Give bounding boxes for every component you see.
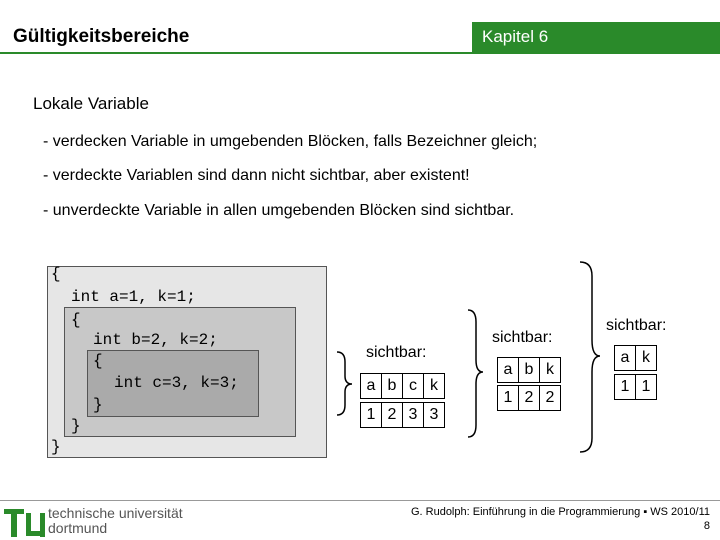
var-name-cell: a xyxy=(360,373,382,399)
var-name-cell: a xyxy=(614,345,636,371)
visible-label-inner: sichtbar: xyxy=(366,344,427,361)
brace-inner xyxy=(337,352,352,415)
var-value-cell: 3 xyxy=(402,402,424,428)
code-line-outer: int a=1, k=1; xyxy=(71,288,196,306)
tu-logo-icon xyxy=(4,503,48,540)
code-close-middle: } xyxy=(71,417,81,435)
code-close-inner: } xyxy=(93,396,103,414)
section-heading: Lokale Variable xyxy=(33,94,149,113)
bullet-1: - verdecken Variable in umgebenden Blöcken, falls Bezeichner gleich; xyxy=(43,133,538,150)
code-line-middle: int b=2, k=2; xyxy=(93,331,218,349)
page-number: 8 xyxy=(703,520,710,532)
code-close-outer: } xyxy=(51,438,61,456)
visible-label-middle: sichtbar: xyxy=(492,329,553,346)
chapter-label: Kapitel 6 xyxy=(482,27,549,46)
var-name-cell: k xyxy=(635,345,657,371)
code-open-middle: { xyxy=(71,311,81,329)
var-value-cell: 1 xyxy=(614,374,636,400)
var-name-cell: a xyxy=(497,357,519,383)
var-name-cell: k xyxy=(539,357,561,383)
code-open-inner: { xyxy=(93,352,103,370)
var-value-cell: 1 xyxy=(635,374,657,400)
brace-outer xyxy=(580,262,600,452)
var-name-cell: c xyxy=(402,373,424,399)
code-line-inner: int c=3, k=3; xyxy=(114,374,239,392)
var-value-cell: 1 xyxy=(497,385,519,411)
code-open-outer: { xyxy=(51,265,61,283)
var-name-cell: b xyxy=(381,373,403,399)
var-name-cell: k xyxy=(423,373,445,399)
var-value-cell: 1 xyxy=(360,402,382,428)
bullet-3: - unverdeckte Variable in allen umgebenden Blöcken sind sichtbar. xyxy=(43,202,515,219)
footer-credit-block xyxy=(411,505,710,533)
university-name xyxy=(48,506,183,536)
var-value-cell: 2 xyxy=(381,402,403,428)
footer-divider xyxy=(0,500,720,501)
var-value-cell: 2 xyxy=(518,385,540,411)
university-line-2: dortmund xyxy=(48,520,108,536)
var-value-cell: 3 xyxy=(423,402,445,428)
university-line-1: technische universität xyxy=(48,505,183,521)
visible-label-outer: sichtbar: xyxy=(606,317,667,334)
var-name-cell: b xyxy=(518,357,540,383)
brace-middle xyxy=(468,310,483,437)
var-value-cell: 2 xyxy=(539,385,561,411)
footer-credit: G. Rudolph: Einführung in die Programmierung ▪ WS 2010/11 xyxy=(410,506,710,518)
slide-title: Gültigkeitsbereiche xyxy=(13,26,190,47)
bullet-2: - verdeckte Variablen sind dann nicht sichtbar, aber existent! xyxy=(43,167,470,184)
